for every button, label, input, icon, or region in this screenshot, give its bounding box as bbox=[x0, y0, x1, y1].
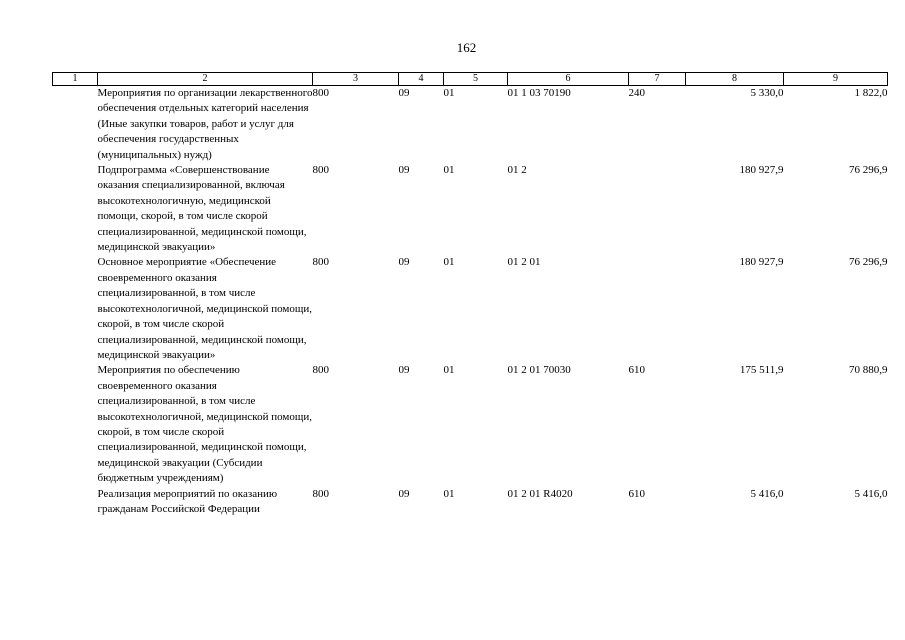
subsection-code-cell: 01 bbox=[443, 87, 455, 99]
column-number: 2 bbox=[98, 73, 313, 86]
target-article-cell: 01 2 bbox=[507, 164, 527, 177]
amount-cell: 70 880,9 bbox=[849, 364, 888, 377]
item-name-cell: Основное мероприятие «Обеспечение своевременного оказания специализированной, в том числе высокотехнологичной, медицинской помощи, скорой, в том числе скорой специализированной, медицинской помощи, медицинской эвакуации» bbox=[97, 256, 312, 361]
column-number: 8 bbox=[686, 73, 784, 86]
column-number: 9 bbox=[784, 73, 888, 86]
admin-code-cell: 800 bbox=[312, 364, 329, 377]
subsection-code-cell: 01 bbox=[443, 256, 455, 269]
amount-cell: 76 296,9 bbox=[849, 256, 888, 269]
page-number: 162 bbox=[456, 40, 477, 55]
column-number: 7 bbox=[629, 73, 686, 86]
column-number: 3 bbox=[313, 73, 399, 86]
expense-kind-cell: 610 bbox=[628, 364, 645, 377]
admin-code-cell: 800 bbox=[312, 87, 329, 99]
column-number: 5 bbox=[444, 73, 508, 86]
admin-code-cell: 800 bbox=[312, 256, 329, 269]
column-number: 1 bbox=[53, 73, 98, 86]
column-number: 6 bbox=[508, 73, 629, 86]
column-number-row bbox=[53, 73, 888, 86]
target-article-cell: 01 2 01 bbox=[507, 256, 541, 269]
budget-table bbox=[52, 72, 888, 517]
amount-cell: 5 330,0 bbox=[750, 87, 784, 99]
table-row bbox=[53, 255, 888, 363]
admin-code-cell: 800 bbox=[312, 487, 329, 500]
row-index-cell bbox=[53, 163, 98, 255]
table-row bbox=[53, 363, 888, 486]
table-row bbox=[53, 86, 888, 164]
subsection-code-cell: 01 bbox=[443, 164, 455, 177]
table-row bbox=[53, 163, 888, 255]
row-index-cell bbox=[53, 86, 98, 164]
expense-kind-cell bbox=[629, 163, 686, 255]
expense-kind-cell: 610 bbox=[628, 487, 645, 500]
subsection-code-cell: 01 bbox=[443, 364, 455, 377]
target-article-cell: 01 2 01 R4020 bbox=[507, 487, 573, 500]
row-index-cell bbox=[53, 255, 98, 363]
expense-kind-cell: 240 bbox=[628, 87, 645, 99]
row-index-cell bbox=[53, 487, 98, 518]
amount-cell: 180 927,9 bbox=[739, 256, 784, 269]
item-name-cell: Мероприятия по организации лекарственного обеспечения отдельных категорий населения (Иные закупки товаров, работ и услуг для обеспечения государственных (муниципальных) нужд) bbox=[97, 87, 313, 161]
item-name-cell: Подпрограмма «Совершенствование оказания специализированной, включая высокотехнологичную, медицинской помощи, скорой, в том числе скорой специализированной, медицинской помощи, медицинской эвакуации» bbox=[97, 164, 307, 254]
section-code-cell: 09 bbox=[398, 87, 410, 99]
amount-cell: 5 416,0 bbox=[854, 487, 888, 500]
section-code-cell: 09 bbox=[398, 256, 410, 269]
item-name-cell: Мероприятия по обеспечению своевременного оказания специализированной, в том числе высокотехнологичной, медицинской помощи, скорой, в том числе скорой специализированной, медицинской помощи, медицинской эвакуации (Субсидии бюджетным учреждениям) bbox=[97, 364, 312, 485]
amount-cell: 5 416,0 bbox=[750, 487, 784, 500]
amount-cell: 175 511,9 bbox=[739, 364, 784, 377]
subsection-code-cell: 01 bbox=[443, 487, 455, 500]
row-index-cell bbox=[53, 363, 98, 486]
target-article-cell: 01 1 03 70190 bbox=[507, 87, 571, 99]
section-code-cell: 09 bbox=[398, 164, 410, 177]
target-article-cell: 01 2 01 70030 bbox=[507, 364, 571, 377]
amount-cell: 180 927,9 bbox=[739, 164, 784, 177]
table-row bbox=[53, 487, 888, 518]
amount-cell: 1 822,0 bbox=[854, 87, 888, 99]
expense-kind-cell bbox=[629, 255, 686, 363]
section-code-cell: 09 bbox=[398, 487, 410, 500]
amount-cell: 76 296,9 bbox=[849, 164, 888, 177]
item-name-cell: Реализация мероприятий по оказанию гражданам Российской Федерации bbox=[97, 487, 278, 515]
section-code-cell: 09 bbox=[398, 364, 410, 377]
admin-code-cell: 800 bbox=[312, 164, 329, 177]
column-number: 4 bbox=[399, 73, 444, 86]
